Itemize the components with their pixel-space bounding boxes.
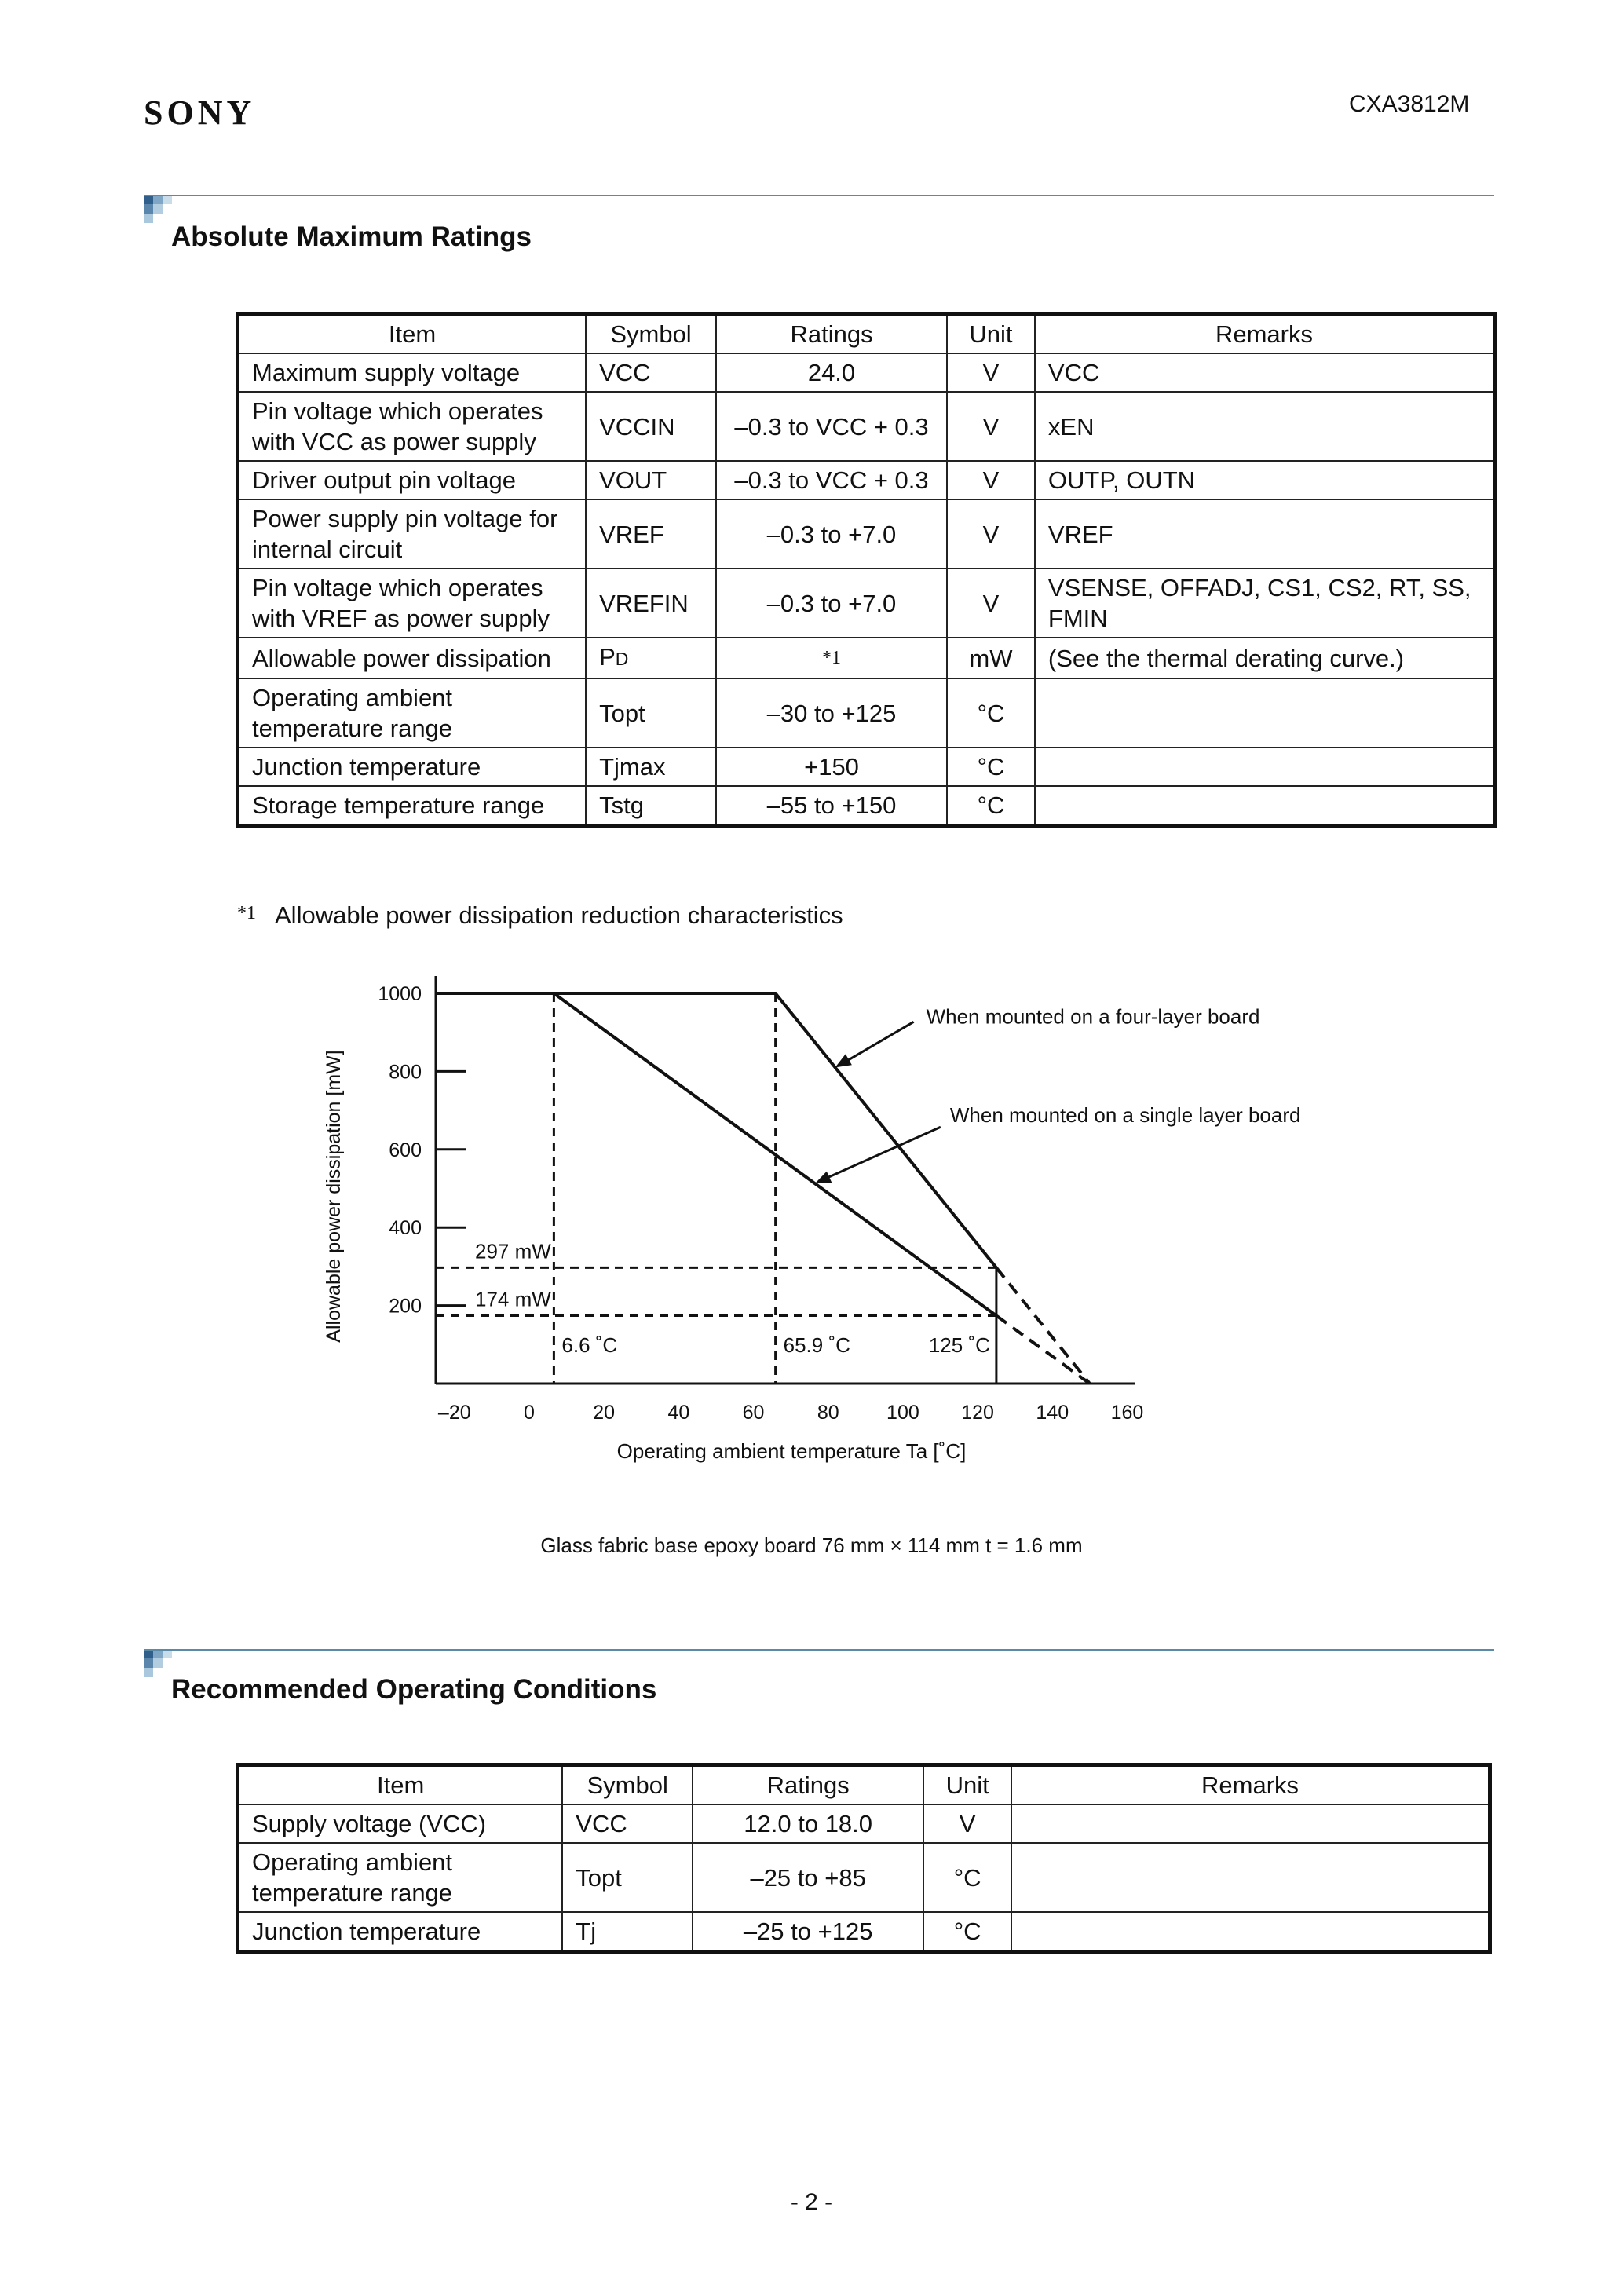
- x-axis-label: Operating ambient temperature Ta [˚C]: [616, 1439, 967, 1463]
- x-tick-label: 40: [667, 1402, 690, 1424]
- callout-arrowhead: [815, 1172, 832, 1184]
- unit-cell: °C: [947, 748, 1035, 786]
- table-row: [238, 499, 1495, 569]
- page-number: - 2 -: [790, 2189, 833, 2215]
- remarks-cell: [1011, 1804, 1490, 1843]
- tick-labels: [378, 983, 1143, 1424]
- remarks-cell: (See the thermal derating curve.): [1035, 638, 1495, 678]
- table-row: [238, 748, 1495, 786]
- series-extrapolation: [996, 1316, 1090, 1384]
- x-tick-label: 100: [886, 1402, 919, 1424]
- item-cell: Operating ambient temperature range: [238, 1843, 563, 1912]
- chart-annotations: [323, 1004, 1300, 1463]
- symbol-cell: Tj: [562, 1912, 693, 1952]
- table-row: [238, 1843, 1490, 1912]
- x-tick-label: 120: [961, 1402, 994, 1424]
- item-cell: Supply voltage (VCC): [238, 1804, 563, 1843]
- table-row: [238, 638, 1495, 678]
- table-row: [238, 1912, 1490, 1952]
- footnote-text: Allowable power dissipation reduction characteristics: [275, 901, 843, 929]
- symbol-cell: VCCIN: [586, 392, 716, 461]
- unit-cell: °C: [947, 678, 1035, 748]
- ratings-cell: –55 to +150: [716, 786, 947, 826]
- symbol-cell: [586, 638, 716, 678]
- item-cell: Operating ambient temperature range: [238, 678, 587, 748]
- unit-cell: V: [947, 499, 1035, 569]
- column-header: Ratings: [716, 314, 947, 354]
- x-tick-label: –20: [437, 1402, 471, 1424]
- section-title-absolute-max: Absolute Maximum Ratings: [171, 221, 532, 252]
- reference-lines: [436, 993, 996, 1384]
- symbol-cell: Tjmax: [586, 748, 716, 786]
- symbol-cell: Topt: [562, 1843, 693, 1912]
- section-divider: [144, 1649, 1494, 1651]
- remarks-cell: [1035, 678, 1495, 748]
- unit-cell: V: [947, 569, 1035, 638]
- power-level-label: 174 mW: [475, 1287, 551, 1311]
- symbol-cell: VREFIN: [586, 569, 716, 638]
- y-tick-label: 800: [389, 1061, 422, 1084]
- series-extrapolation: [996, 1267, 1090, 1384]
- temperature-label: 6.6 ˚C: [561, 1333, 618, 1357]
- absolute-max-ratings-table: [236, 312, 1497, 828]
- column-header: Item: [238, 314, 587, 354]
- item-cell: Pin voltage which operates with VREF as power supply: [238, 569, 587, 638]
- sony-logo: SONY: [144, 93, 256, 132]
- symbol-cell: VCC: [562, 1804, 693, 1843]
- footnote-mark: *1: [237, 903, 256, 923]
- ratings-cell: –0.3 to VCC + 0.3: [716, 392, 947, 461]
- symbol-cell: VCC: [586, 353, 716, 392]
- column-header: Remarks: [1011, 1765, 1490, 1805]
- table-row: [238, 678, 1495, 748]
- item-cell: Allowable power dissipation: [238, 638, 587, 678]
- symbol-cell: Topt: [586, 678, 716, 748]
- item-cell: Junction temperature: [238, 1912, 563, 1952]
- x-tick-label: 0: [524, 1402, 535, 1424]
- callout-leader-line: [840, 1022, 914, 1065]
- series-line-four-layer: [436, 993, 996, 1267]
- unit-cell: V: [947, 461, 1035, 499]
- unit-cell: V: [923, 1804, 1011, 1843]
- column-header: Symbol: [562, 1765, 693, 1805]
- column-header: Remarks: [1035, 314, 1495, 354]
- remarks-cell: OUTP, OUTN: [1035, 461, 1495, 499]
- column-header: Symbol: [586, 314, 716, 354]
- series-callout-label: When mounted on a single layer board: [949, 1103, 1301, 1128]
- column-header: Unit: [947, 314, 1035, 354]
- unit-cell: V: [947, 392, 1035, 461]
- ratings-cell: 12.0 to 18.0: [693, 1804, 923, 1843]
- unit-cell: °C: [947, 786, 1035, 826]
- x-tick-label: 80: [817, 1402, 839, 1424]
- temperature-label: 65.9 ˚C: [783, 1333, 850, 1357]
- series-lines: [436, 993, 1090, 1384]
- y-tick-label: 1000: [378, 983, 422, 1005]
- ratings-cell: –25 to +125: [693, 1912, 923, 1952]
- document-number: CXA3812M: [1349, 91, 1470, 117]
- item-cell: Power supply pin voltage for internal circuit: [238, 499, 587, 569]
- unit-cell: V: [947, 353, 1035, 392]
- item-cell: Maximum supply voltage: [238, 353, 587, 392]
- axes: [436, 976, 1135, 1384]
- item-cell: Pin voltage which operates with VCC as power supply: [238, 392, 587, 461]
- remarks-cell: VCC: [1035, 353, 1495, 392]
- section-divider: [144, 195, 1494, 196]
- column-header: Ratings: [693, 1765, 923, 1805]
- unit-cell: °C: [923, 1912, 1011, 1952]
- table-header-row: [238, 314, 1495, 354]
- unit-cell: °C: [923, 1843, 1011, 1912]
- callout-leader-line: [820, 1127, 941, 1181]
- x-tick-label: 60: [742, 1402, 765, 1424]
- callout-arrowhead: [835, 1054, 852, 1067]
- remarks-cell: VSENSE, OFFADJ, CS1, CS2, RT, SS, FMIN: [1035, 569, 1495, 638]
- chart-caption: Glass fabric base epoxy board 76 mm × 114 mm t = 1.6 mm: [540, 1534, 1083, 1557]
- symbol-cell: VREF: [586, 499, 716, 569]
- remarks-cell: VREF: [1035, 499, 1495, 569]
- remarks-cell: [1011, 1912, 1490, 1952]
- ratings-cell: *1: [716, 638, 947, 678]
- ratings-cell: 24.0: [716, 353, 947, 392]
- ratings-cell: –25 to +85: [693, 1843, 923, 1912]
- temperature-label: 125 ˚C: [928, 1333, 990, 1357]
- y-tick-label: 600: [389, 1139, 422, 1161]
- ratings-cell: +150: [716, 748, 947, 786]
- ratings-cell: –0.3 to +7.0: [716, 569, 947, 638]
- item-cell: Storage temperature range: [238, 786, 587, 826]
- table-row: [238, 569, 1495, 638]
- x-tick-label: 20: [593, 1402, 616, 1424]
- ratings-cell: –0.3 to +7.0: [716, 499, 947, 569]
- remarks-cell: [1035, 748, 1495, 786]
- table-row: [238, 786, 1495, 826]
- footnote: [237, 901, 843, 930]
- column-header: Unit: [923, 1765, 1011, 1805]
- y-tick-label: 200: [389, 1295, 422, 1318]
- remarks-cell: [1011, 1843, 1490, 1912]
- section-marker-icon: [144, 195, 172, 223]
- column-header: Item: [238, 1765, 563, 1805]
- ratings-cell: –0.3 to VCC + 0.3: [716, 461, 947, 499]
- table-row: [238, 392, 1495, 461]
- x-tick-label: 160: [1110, 1402, 1144, 1424]
- derating-chart: [298, 974, 1445, 1586]
- table-row: [238, 1804, 1490, 1843]
- symbol-subscript: D: [615, 649, 629, 669]
- table-row: [238, 353, 1495, 392]
- x-tick-label: 140: [1036, 1402, 1069, 1424]
- symbol-main: P: [599, 643, 616, 671]
- series-callout-label: When mounted on a four-layer board: [926, 1004, 1260, 1029]
- y-tick-label: 400: [389, 1217, 422, 1240]
- recommended-conditions-table: [236, 1763, 1492, 1954]
- power-level-label: 297 mW: [475, 1239, 551, 1263]
- ratings-cell: –30 to +125: [716, 678, 947, 748]
- symbol-cell: Tstg: [586, 786, 716, 826]
- table-header-row: [238, 1765, 1490, 1805]
- section-title-recommended: Recommended Operating Conditions: [171, 1674, 657, 1705]
- unit-cell: mW: [947, 638, 1035, 678]
- symbol-cell: VOUT: [586, 461, 716, 499]
- table-row: [238, 461, 1495, 499]
- remarks-cell: [1035, 786, 1495, 826]
- series-line-single-layer: [436, 993, 996, 1316]
- y-axis-label: Allowable power dissipation [mW]: [323, 1050, 345, 1343]
- item-cell: Driver output pin voltage: [238, 461, 587, 499]
- item-cell: Junction temperature: [238, 748, 587, 786]
- remarks-cell: xEN: [1035, 392, 1495, 461]
- section-marker-icon: [144, 1649, 172, 1677]
